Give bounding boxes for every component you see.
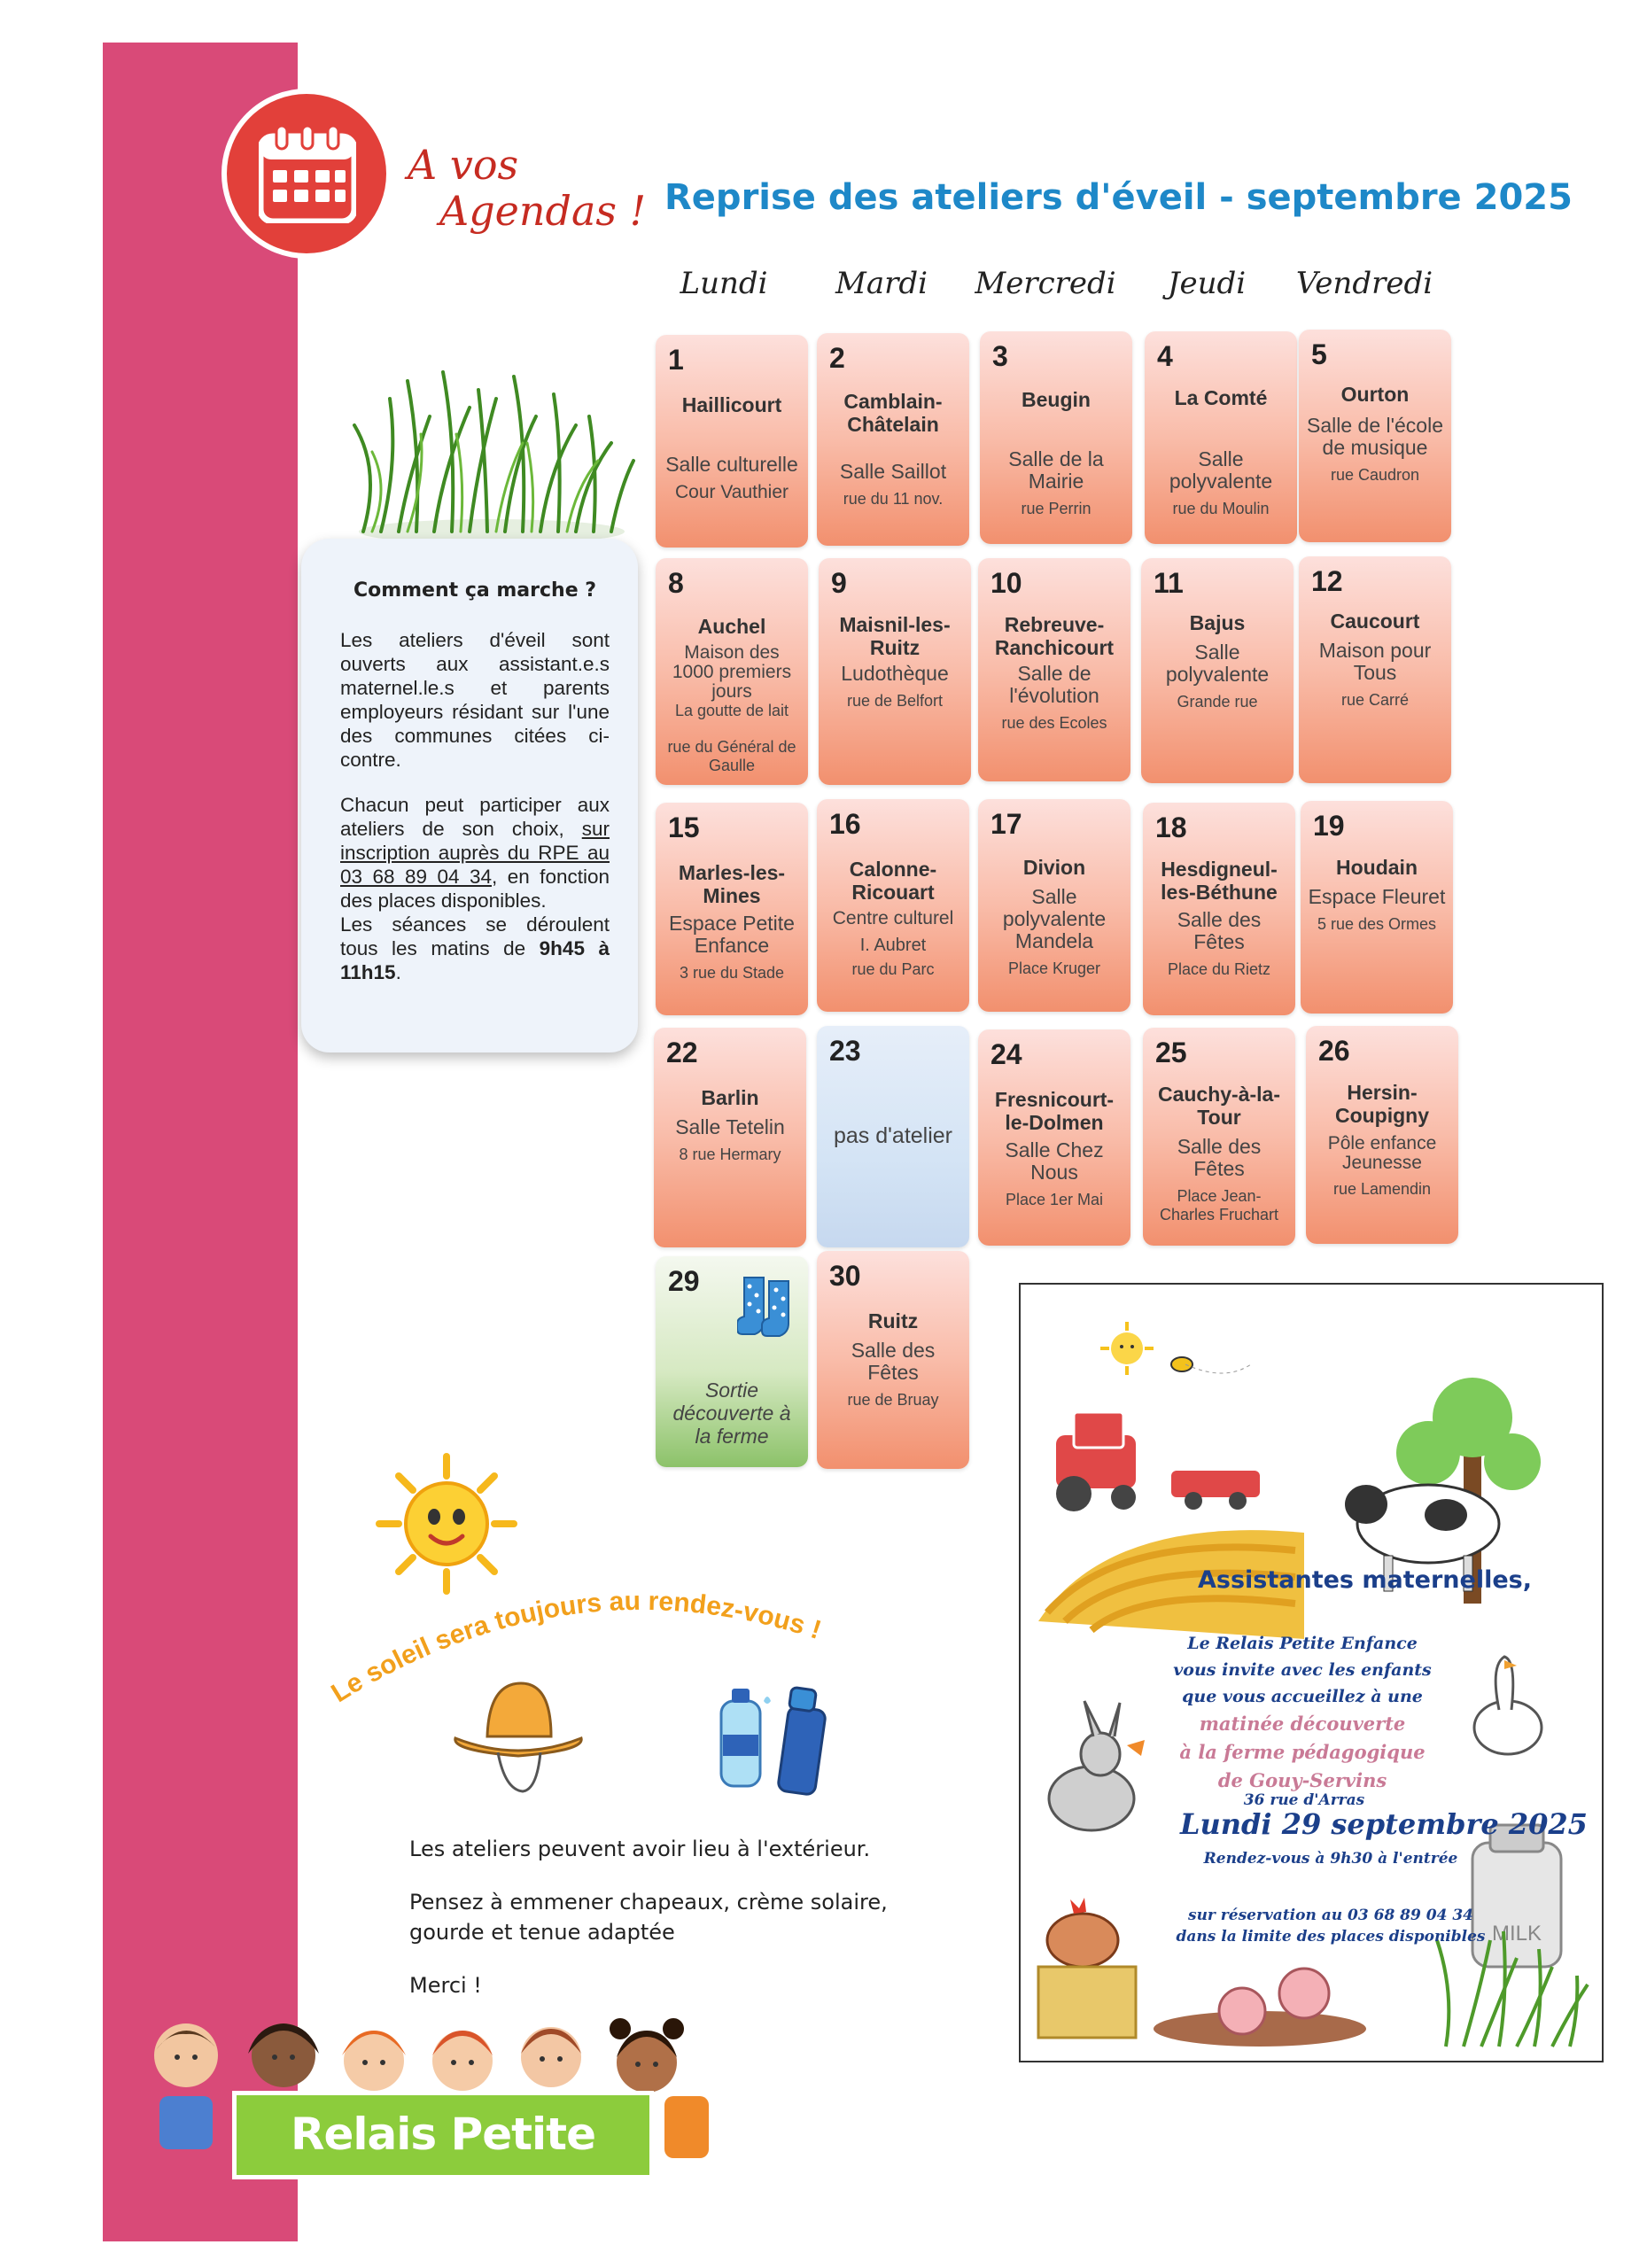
day-address: 5 rue des Ormes [1317,915,1437,933]
day-header-tuesday: Mardi [835,266,928,301]
day-address: rue de Bruay [847,1391,939,1409]
registration-phone: sur inscription auprès du RPE au 03 68 89 04 34 [340,818,610,888]
calendar-day-8 [656,558,808,785]
calendar-day-23 [817,1026,969,1247]
sun-hat-icon [452,1674,585,1798]
agendas-line1: A vos [408,141,519,189]
day-number: 25 [1155,1037,1187,1068]
day-place: Maison pour Tous [1318,639,1432,684]
day-place: Salle des Fêtes [1177,1135,1262,1180]
day-address: rue Carré [1340,691,1410,709]
calendar-day-3 [980,331,1132,544]
day-place-detail: I. Aubret [859,936,927,955]
agendas-line2: Agendas ! [439,187,647,235]
day-number: 12 [1311,565,1343,597]
info-p2-c: , en fonction des places disponibles. [340,866,610,912]
milk-can-label: MILK [1491,1922,1542,1946]
day-number: 24 [991,1038,1022,1070]
day-town: Caucourt [1330,610,1420,633]
calendar-day-4 [1145,331,1297,544]
flyer-farm: à la ferme pédagogique [1179,1741,1426,1763]
sun-slogan-text: Le soleil sera toujours au rendez-vous ! [326,1586,825,1709]
day-place: Centre culturel [832,908,954,928]
calendar-day-10 [978,558,1130,781]
calendar-day-15 [656,803,808,1015]
day-place: Espace Petite Enfance [669,912,795,957]
flyer-invite-3: que vous accueillez à une [1182,1687,1423,1706]
day-town: Fresnicourt-le-Dolmen [994,1088,1115,1134]
day-town: Houdain [1336,856,1418,879]
day-place: Salle Saillot [839,460,947,483]
info-p2-a: Chacun peut participer aux ateliers de son choix, [340,794,610,840]
calendar-day-29 [656,1256,808,1467]
day-address: Cour Vauthier [674,482,789,502]
calendar-icon [259,124,356,223]
calendar-day-9 [819,558,971,785]
calendar-day-30 [817,1251,969,1469]
outdoor-line-1: Les ateliers peuvent avoir lieu à l'extérieur. [409,1837,871,1861]
day-town: Auchel [697,615,766,638]
day-place: Salle polyvalente Mandela [1002,885,1107,952]
day-address: 3 rue du Stade [679,964,785,982]
day-place: Salle Chez Nous [1005,1138,1104,1184]
flyer-date: Lundi 29 septembre 2025 [1180,1807,1588,1841]
day-town: Haillicourt [681,393,782,416]
day-header-wednesday: Mercredi [975,266,1116,301]
calendar-day-24 [978,1029,1130,1246]
day-number: 22 [666,1037,698,1068]
day-place: Salle Tetelin [675,1115,785,1138]
flyer-booking-1: sur réservation au 03 68 89 04 34 [1188,1907,1473,1924]
flyer-town: de Gouy-Servins [1217,1769,1387,1791]
flyer-meeting-time: Rendez-vous à 9h30 à l'entrée [1203,1850,1458,1868]
calendar-badge [221,89,392,259]
relais-petite-enfance-logo: Relais Petite Enfance [232,2091,654,2179]
info-paragraph-2 [340,793,610,913]
calendar-day-25 [1143,1028,1295,1246]
day-place: Salle de l'évolution [1009,662,1099,707]
day-number: 11 [1154,567,1184,599]
day-header-friday: Vendredi [1295,266,1433,301]
calendar-day-12 [1299,556,1451,783]
flyer-booking-2: dans la limite des places disponibles [1176,1928,1486,1946]
calendar-day-22 [654,1028,806,1247]
calendar-day-19 [1301,801,1453,1014]
day-town: Bajus [1189,611,1246,634]
day-town: Hersin-Coupigny [1334,1081,1430,1127]
day-address: rue du Parc [851,960,935,978]
day-town: Rebreuve-Ranchicourt [994,613,1115,659]
day-town: Ourton [1340,383,1410,406]
day-town: Calonne-Ricouart [849,858,937,904]
day-number: 10 [991,567,1022,599]
day-place: Salle des Fêtes [1177,908,1262,953]
day-number: 17 [991,808,1022,840]
day-address: 8 rue Hermary [679,1146,781,1163]
day-number: 4 [1157,340,1173,372]
day-number: 2 [829,342,845,374]
day-number: 5 [1311,338,1327,370]
day-number: 3 [992,340,1008,372]
day-address: Grande rue [1177,693,1258,711]
flyer-invite-2: vous invite avec les enfants [1173,1660,1432,1680]
day-number: 29 [668,1265,700,1297]
flyer-address: 36 rue d'Arras [1243,1791,1365,1809]
day-address: rue du Général de Gaulle [667,738,796,774]
no-workshop-label: pas d'atelier [833,1123,953,1148]
day-number: 26 [1318,1035,1350,1067]
day-place: Maison des 1000 premiers jours [672,642,792,702]
day-place: Ludothèque [841,662,949,685]
flyer-heading: Assistantes maternelles, [1198,1566,1532,1594]
rain-boots-icon [737,1274,797,1345]
flyer-invite-1: Le Relais Petite Enfance [1187,1634,1418,1653]
day-place: Salle de l'école de musique [1307,414,1443,459]
day-number: 8 [668,567,684,599]
day-address: rue du 11 nov. [843,490,944,508]
day-address: rue Perrin [1021,500,1092,517]
day-number: 9 [831,567,847,599]
session-hours: 9h45 à 11h15 [340,937,610,983]
day-town: La Comté [1174,386,1268,409]
outdoor-line-3: Merci ! [409,1973,482,1998]
how-it-works-box [301,539,638,1052]
day-address: rue Caudron [1330,466,1420,484]
day-number: 19 [1313,810,1345,842]
day-place: Salle des Fêtes [851,1339,936,1384]
flyer-morning: matinée découverte [1199,1713,1406,1735]
day-header-monday: Lundi [680,266,768,301]
day-place-detail: La goutte de lait [674,702,789,719]
how-it-works-title: Comment ça marche ? [353,579,597,602]
day-town: Maisnil-les-Ruitz [839,613,951,659]
info-p3-a: Les séances se déroulent tous les matins de [340,913,610,959]
day-place: Salle de la Mairie [1008,447,1104,493]
day-address: Place 1er Mai [1005,1191,1104,1208]
outdoor-notice [409,1834,905,2023]
day-town: Cauchy-à-la-Tour [1157,1083,1281,1129]
day-town: Camblain-Châtelain [843,390,943,436]
day-place: Salle polyvalente [1165,641,1270,686]
calendar-day-26 [1306,1026,1458,1244]
info-paragraph-3 [340,913,610,984]
grass-illustration [346,363,638,540]
calendar-day-18 [1143,803,1295,1015]
day-town: Divion [1022,856,1086,879]
info-paragraph-1: Les ateliers d'éveil sont ouverts aux assistant.e.s maternel.le.s et parents employeurs résidant sur l'une des communes citées ci-contre. [340,629,610,771]
day-number: 15 [668,812,700,843]
water-bottles-icon [709,1683,842,1798]
day-header-thursday: Jeudi [1167,266,1247,301]
day-address: Place Jean-Charles Fruchart [1159,1187,1279,1223]
agendas-heading [408,142,656,234]
day-town: Hesdigneul-les-Béthune [1161,858,1278,904]
calendar-day-11 [1141,558,1294,783]
info-p3-c: . [395,961,401,983]
calendar-day-16 [817,799,969,1012]
day-town: Beugin [1022,388,1091,411]
day-town: Barlin [701,1086,759,1109]
day-address: rue du Moulin [1172,500,1270,517]
day-place: Pôle enfance Jeunesse [1327,1133,1437,1173]
calendar-day-17 [978,799,1130,1012]
day-number: 16 [829,808,861,840]
outing-label: Sortie découverte à la ferme [672,1379,791,1448]
day-address: Place Kruger [1007,959,1101,977]
outdoor-line-2: Pensez à emmener chapeaux, crème solaire, gourde et tenue adaptée [409,1890,888,1945]
day-address: rue Lamendin [1332,1180,1432,1198]
day-address: Place du Rietz [1167,960,1271,978]
day-address: rue des Ecoles [1001,714,1107,732]
day-number: 30 [829,1260,861,1292]
page-title: Reprise des ateliers d'éveil - septembre 2025 [664,177,1573,218]
day-town: Marles-les-Mines [678,861,786,907]
day-place: Salle culturelle [665,453,798,476]
day-address: rue de Belfort [846,692,944,710]
pink-sidebar [103,43,298,2241]
day-town: Ruitz [867,1309,919,1332]
day-place: Espace Fleuret [1308,885,1446,908]
calendar-day-5 [1299,330,1451,542]
day-place: Salle polyvalente [1169,447,1273,493]
calendar-day-2 [817,333,969,546]
farm-visit-flyer [1019,1283,1604,2062]
day-number: 23 [829,1035,861,1067]
day-number: 18 [1155,812,1187,843]
calendar-day-1 [656,335,808,548]
day-number: 1 [668,344,684,376]
